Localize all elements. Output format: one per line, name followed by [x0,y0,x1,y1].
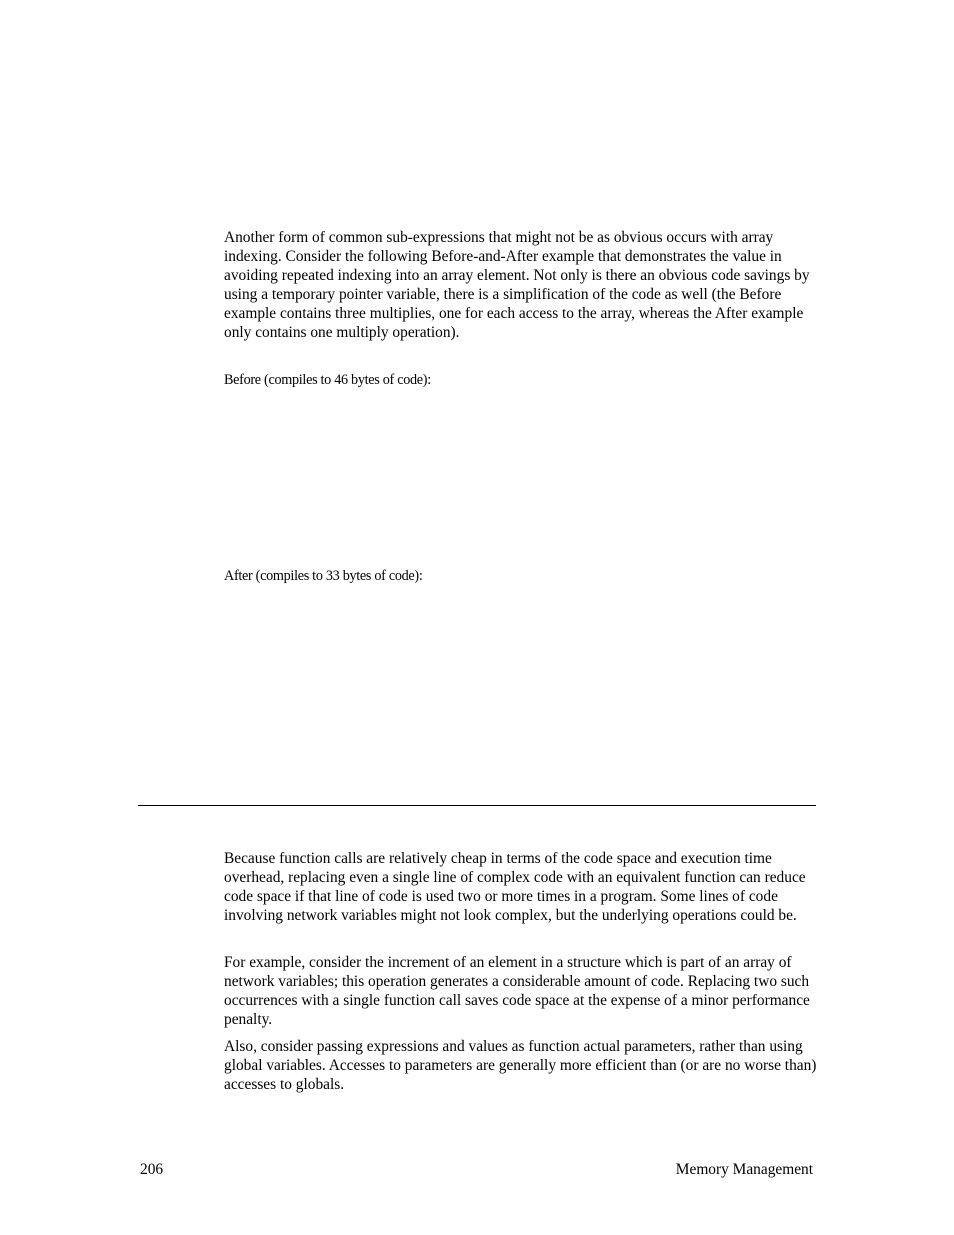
section-divider [138,805,816,806]
chapter-title: Memory Management [675,1161,813,1178]
function-calls-paragraph: Because function calls are relatively cheap in terms of the code space and execution time overhead, replacing even a single line of complex code with an equivalent function can reduce code space if that line of code is used two or more times in a program. Some lines of code involving network variables might not look complex, but the underlying operations could be. [224,850,806,924]
increment-example-paragraph: For example, consider the increment of an element in a structure which is part of an array of network variables; this operation generates a considerable amount of code. Replacing two such occurrences with a single function call saves code space at the expense of a minor performance penalty. [224,954,810,1028]
array-indexing-paragraph: Another form of common sub-expressions that might not be as obvious occurs with array indexing. Consider the following Before-and-After example that demonstrates the value in avoiding repeated indexing into an array element. Not only is there an obvious code savings by using a temporary pointer variable, there is a simplification of the code as well (the Before example contains three multiplies, one for each access to the array, whereas the After example only contains one multiply operation). [224,229,810,341]
before-example-label: Before (compiles to 46 bytes of code): [224,372,431,388]
after-example-label: After (compiles to 33 bytes of code): [224,568,423,584]
page-number: 206 [140,1161,164,1178]
parameters-paragraph: Also, consider passing expressions and values as function actual parameters, rather than using global variables. Accesses to parameters are generally more efficient than (or are no worse than) accesses to globals. [224,1038,817,1093]
